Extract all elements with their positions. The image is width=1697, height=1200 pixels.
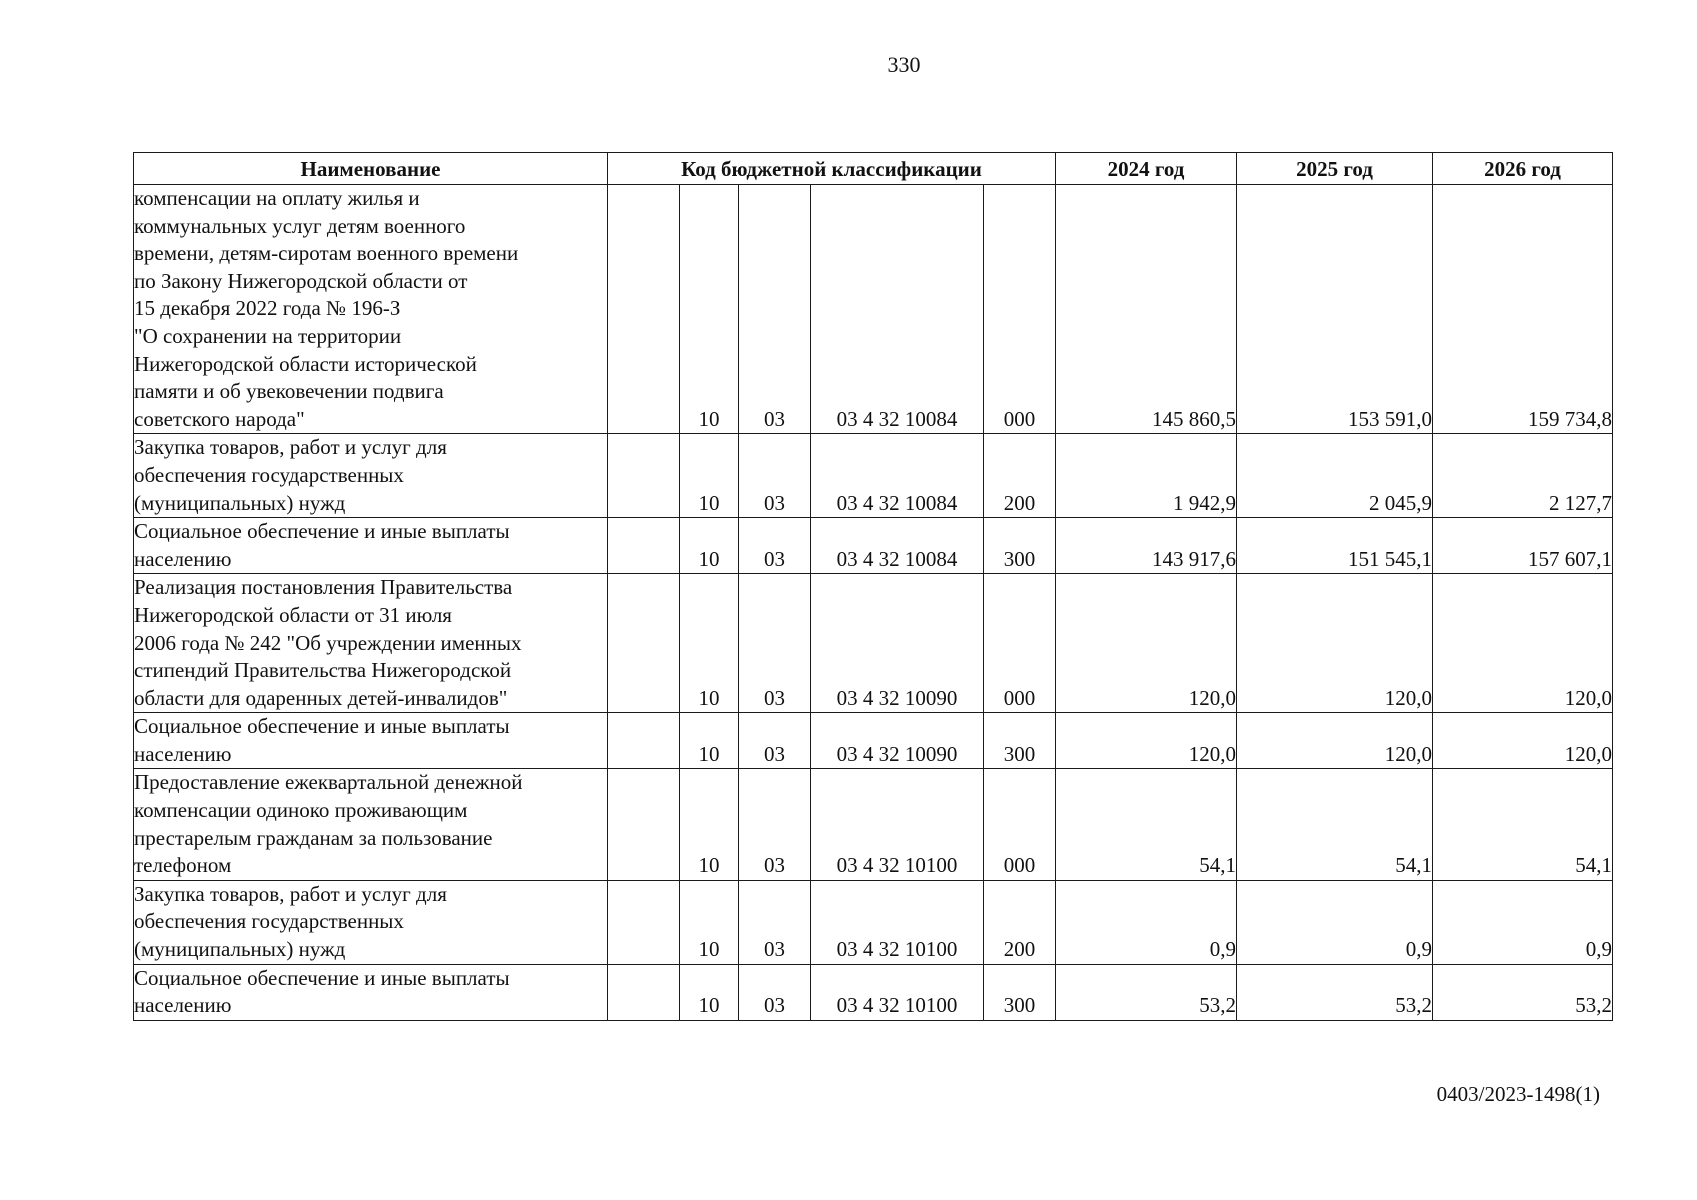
name-line: 2006 года № 242 "Об учреждении именных	[134, 630, 522, 655]
cell-target-article: 03 4 32 10090	[811, 713, 984, 769]
name-line: (муниципальных) нужд	[134, 490, 346, 515]
cell-2024: 143 917,6	[1056, 518, 1237, 574]
cell-target-article: 03 4 32 10084	[811, 185, 984, 434]
cell-section: 10	[680, 880, 739, 964]
cell-2026: 54,1	[1433, 769, 1613, 880]
table-row	[134, 574, 1613, 713]
name-line: населению	[134, 546, 232, 571]
cell-expense-kind: 000	[984, 574, 1056, 713]
cell-2024: 54,1	[1056, 769, 1237, 880]
table-row	[134, 713, 1613, 769]
name-line: Социальное обеспечение и иные выплаты	[134, 965, 510, 990]
cell-2026: 120,0	[1433, 713, 1613, 769]
name-line: стипендий Правительства Нижегородской	[134, 658, 512, 683]
cell-name	[134, 434, 608, 518]
name-line: (муниципальных) нужд	[134, 937, 346, 962]
cell-2026: 2 127,7	[1433, 434, 1613, 518]
cell-section: 10	[680, 713, 739, 769]
cell-2024: 120,0	[1056, 713, 1237, 769]
cell-expense-kind: 000	[984, 769, 1056, 880]
cell-expense-kind: 300	[984, 964, 1056, 1020]
cell-name	[134, 518, 608, 574]
name-line: советского народа"	[134, 406, 305, 431]
cell-name	[134, 769, 608, 880]
cell-expense-kind: 300	[984, 518, 1056, 574]
cell-2024: 120,0	[1056, 574, 1237, 713]
cell-subsection: 03	[739, 434, 811, 518]
name-line: престарелым гражданам за пользование	[134, 825, 493, 850]
cell-2025: 153 591,0	[1237, 185, 1433, 434]
cell-2025: 120,0	[1237, 713, 1433, 769]
name-line: Социальное обеспечение и иные выплаты	[134, 714, 510, 739]
name-line: населению	[134, 741, 232, 766]
cell-2026: 53,2	[1433, 964, 1613, 1020]
header-2025: 2025 год	[1237, 153, 1433, 185]
cell-2026: 120,0	[1433, 574, 1613, 713]
cell-2025: 53,2	[1237, 964, 1433, 1020]
cell-2024: 0,9	[1056, 880, 1237, 964]
table-row	[134, 185, 1613, 434]
cell-name	[134, 713, 608, 769]
name-line: Закупка товаров, работ и услуг для	[134, 435, 447, 460]
cell-code-blank	[608, 185, 680, 434]
cell-subsection: 03	[739, 574, 811, 713]
cell-target-article: 03 4 32 10084	[811, 434, 984, 518]
cell-section: 10	[680, 518, 739, 574]
cell-2026: 159 734,8	[1433, 185, 1613, 434]
name-line: населению	[134, 993, 232, 1018]
cell-subsection: 03	[739, 769, 811, 880]
table-header-row	[134, 153, 1613, 185]
header-name: Наименование	[134, 153, 608, 185]
name-line: области для одаренных детей-инвалидов"	[134, 685, 508, 710]
cell-code-blank	[608, 964, 680, 1020]
cell-2026: 0,9	[1433, 880, 1613, 964]
header-2024: 2024 год	[1056, 153, 1237, 185]
table-row	[134, 964, 1613, 1020]
page-number: 330	[887, 52, 921, 77]
cell-code-blank	[608, 518, 680, 574]
name-line: Нижегородской области исторической	[134, 351, 477, 376]
name-line: компенсации на оплату жилья и	[134, 186, 420, 210]
table-row	[134, 769, 1613, 880]
name-line: 15 декабря 2022 года № 196-З	[134, 296, 401, 321]
table-row	[134, 880, 1613, 964]
cell-2026: 157 607,1	[1433, 518, 1613, 574]
name-line: обеспечения государственных	[134, 462, 404, 487]
document-code: 0403/2023-1498(1)	[1436, 1082, 1600, 1106]
table-body	[134, 185, 1613, 1021]
name-line: Нижегородской области от 31 июля	[134, 602, 452, 627]
table-row	[134, 518, 1613, 574]
cell-expense-kind: 200	[984, 434, 1056, 518]
cell-target-article: 03 4 32 10084	[811, 518, 984, 574]
cell-subsection: 03	[739, 713, 811, 769]
cell-subsection: 03	[739, 185, 811, 434]
cell-subsection: 03	[739, 518, 811, 574]
cell-section: 10	[680, 574, 739, 713]
cell-name	[134, 880, 608, 964]
cell-target-article: 03 4 32 10090	[811, 574, 984, 713]
budget-table	[133, 152, 1613, 1021]
cell-subsection: 03	[739, 964, 811, 1020]
cell-target-article: 03 4 32 10100	[811, 769, 984, 880]
cell-2024: 53,2	[1056, 964, 1237, 1020]
cell-2024: 1 942,9	[1056, 434, 1237, 518]
cell-2025: 151 545,1	[1237, 518, 1433, 574]
name-line: коммунальных услуг детям военного	[134, 213, 466, 238]
header-budget-code: Код бюджетной классификации	[608, 153, 1056, 185]
cell-target-article: 03 4 32 10100	[811, 964, 984, 1020]
name-line: обеспечения государственных	[134, 909, 404, 934]
table-row	[134, 434, 1613, 518]
name-line: телефоном	[134, 853, 232, 878]
name-line: памяти и об увековечении подвига	[134, 379, 444, 404]
cell-section: 10	[680, 434, 739, 518]
cell-code-blank	[608, 434, 680, 518]
cell-2025: 2 045,9	[1237, 434, 1433, 518]
cell-expense-kind: 000	[984, 185, 1056, 434]
cell-code-blank	[608, 769, 680, 880]
name-line: Предоставление ежеквартальной денежной	[134, 770, 523, 795]
cell-target-article: 03 4 32 10100	[811, 880, 984, 964]
name-line: времени, детям-сиротам военного времени	[134, 241, 519, 266]
cell-name	[134, 574, 608, 713]
cell-expense-kind: 300	[984, 713, 1056, 769]
cell-section: 10	[680, 964, 739, 1020]
cell-name	[134, 185, 608, 434]
cell-code-blank	[608, 713, 680, 769]
name-line: Закупка товаров, работ и услуг для	[134, 881, 447, 906]
cell-2024: 145 860,5	[1056, 185, 1237, 434]
name-line: компенсации одиноко проживающим	[134, 798, 468, 823]
cell-code-blank	[608, 880, 680, 964]
header-2026: 2026 год	[1433, 153, 1613, 185]
name-line: Реализация постановления Правительства	[134, 575, 513, 600]
cell-section: 10	[680, 769, 739, 880]
cell-expense-kind: 200	[984, 880, 1056, 964]
cell-name	[134, 964, 608, 1020]
cell-code-blank	[608, 574, 680, 713]
name-line: по Закону Нижегородской области от	[134, 268, 468, 293]
name-line: Социальное обеспечение и иные выплаты	[134, 519, 510, 544]
cell-section: 10	[680, 185, 739, 434]
name-line: "О сохранении на территории	[134, 323, 402, 348]
cell-2025: 120,0	[1237, 574, 1433, 713]
cell-2025: 54,1	[1237, 769, 1433, 880]
cell-2025: 0,9	[1237, 880, 1433, 964]
cell-subsection: 03	[739, 880, 811, 964]
